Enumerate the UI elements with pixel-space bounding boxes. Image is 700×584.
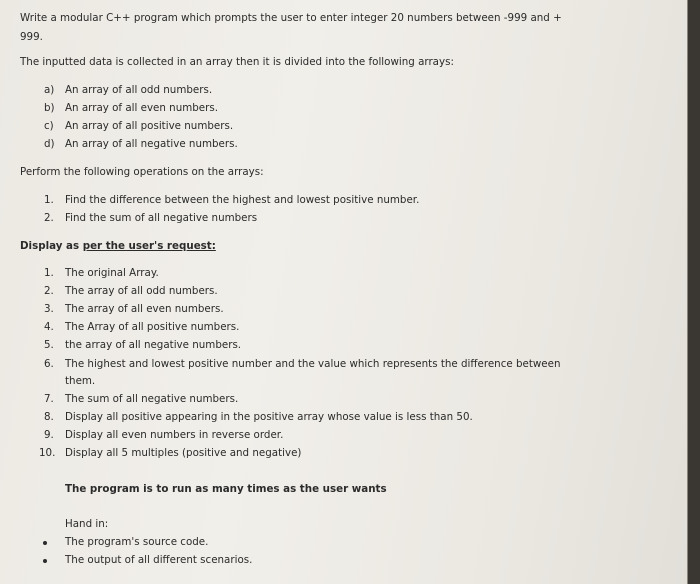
intro-line-2: 999. xyxy=(20,31,43,43)
list-item-label: d) xyxy=(44,138,55,150)
intro-line-1: Write a modular C++ program which prompts the user to enter integer 20 numbers between -999 and + xyxy=(20,12,562,24)
display-heading-prefix: Display as xyxy=(20,240,83,252)
bullet-icon xyxy=(43,559,47,563)
list-item-label: 4. xyxy=(44,321,54,333)
list-item-label: 2. xyxy=(44,285,54,297)
list-item-label: 8. xyxy=(44,411,54,423)
display-heading-underlined: per the user's request: xyxy=(82,240,216,252)
list-item-label: 3. xyxy=(44,303,54,315)
hand-in-label: Hand in: xyxy=(65,518,109,530)
divide-text: The inputted data is collected in an array then it is divided into the following arrays: xyxy=(20,56,454,68)
list-item-continuation: them. xyxy=(65,375,96,387)
list-item-label: 1. xyxy=(44,267,54,279)
list-item-label: 1. xyxy=(44,194,54,206)
list-item-label: 7. xyxy=(44,393,54,405)
list-item-text: The array of all odd numbers. xyxy=(65,285,218,297)
list-item-label: b) xyxy=(44,102,55,114)
list-item-label: 5. xyxy=(44,339,54,351)
list-item-text: The Array of all positive numbers. xyxy=(65,321,240,333)
list-item-label: 9. xyxy=(44,429,54,441)
list-item-label: 10. xyxy=(39,447,56,459)
list-item-label: c) xyxy=(44,120,54,132)
list-item-text: An array of all negative numbers. xyxy=(65,138,238,150)
list-item-text: Find the difference between the highest and lowest positive number. xyxy=(65,194,420,206)
list-item-text: Display all 5 multiples (positive and negative) xyxy=(65,447,302,459)
list-item-text: Find the sum of all negative numbers xyxy=(65,212,258,224)
list-item-text: Display all positive appearing in the positive array whose value is less than 50. xyxy=(65,411,473,423)
list-item-label: 2. xyxy=(44,212,54,224)
repeat-note: The program is to run as many times as the user wants xyxy=(65,483,387,495)
list-item-text: The sum of all negative numbers. xyxy=(65,393,239,405)
list-item-text: The output of all different scenarios. xyxy=(65,554,253,566)
list-item-text: An array of all even numbers. xyxy=(65,102,219,114)
bullet-icon xyxy=(43,541,47,545)
list-item-text: The original Array. xyxy=(65,267,159,279)
list-item-text: The program's source code. xyxy=(65,536,209,548)
list-item-text: An array of all odd numbers. xyxy=(65,84,213,96)
operations-heading: Perform the following operations on the arrays: xyxy=(20,166,264,178)
list-item-text: The highest and lowest positive number and the value which represents the difference between xyxy=(65,358,561,370)
list-item-text: Display all even numbers in reverse order. xyxy=(65,429,284,441)
display-heading xyxy=(20,240,216,253)
list-item-label: a) xyxy=(44,84,55,96)
list-item-text: The array of all even numbers. xyxy=(65,303,224,315)
list-item-text: the array of all negative numbers. xyxy=(65,339,242,351)
list-item-text: An array of all positive numbers. xyxy=(65,120,234,132)
list-item-label: 6. xyxy=(44,358,54,370)
